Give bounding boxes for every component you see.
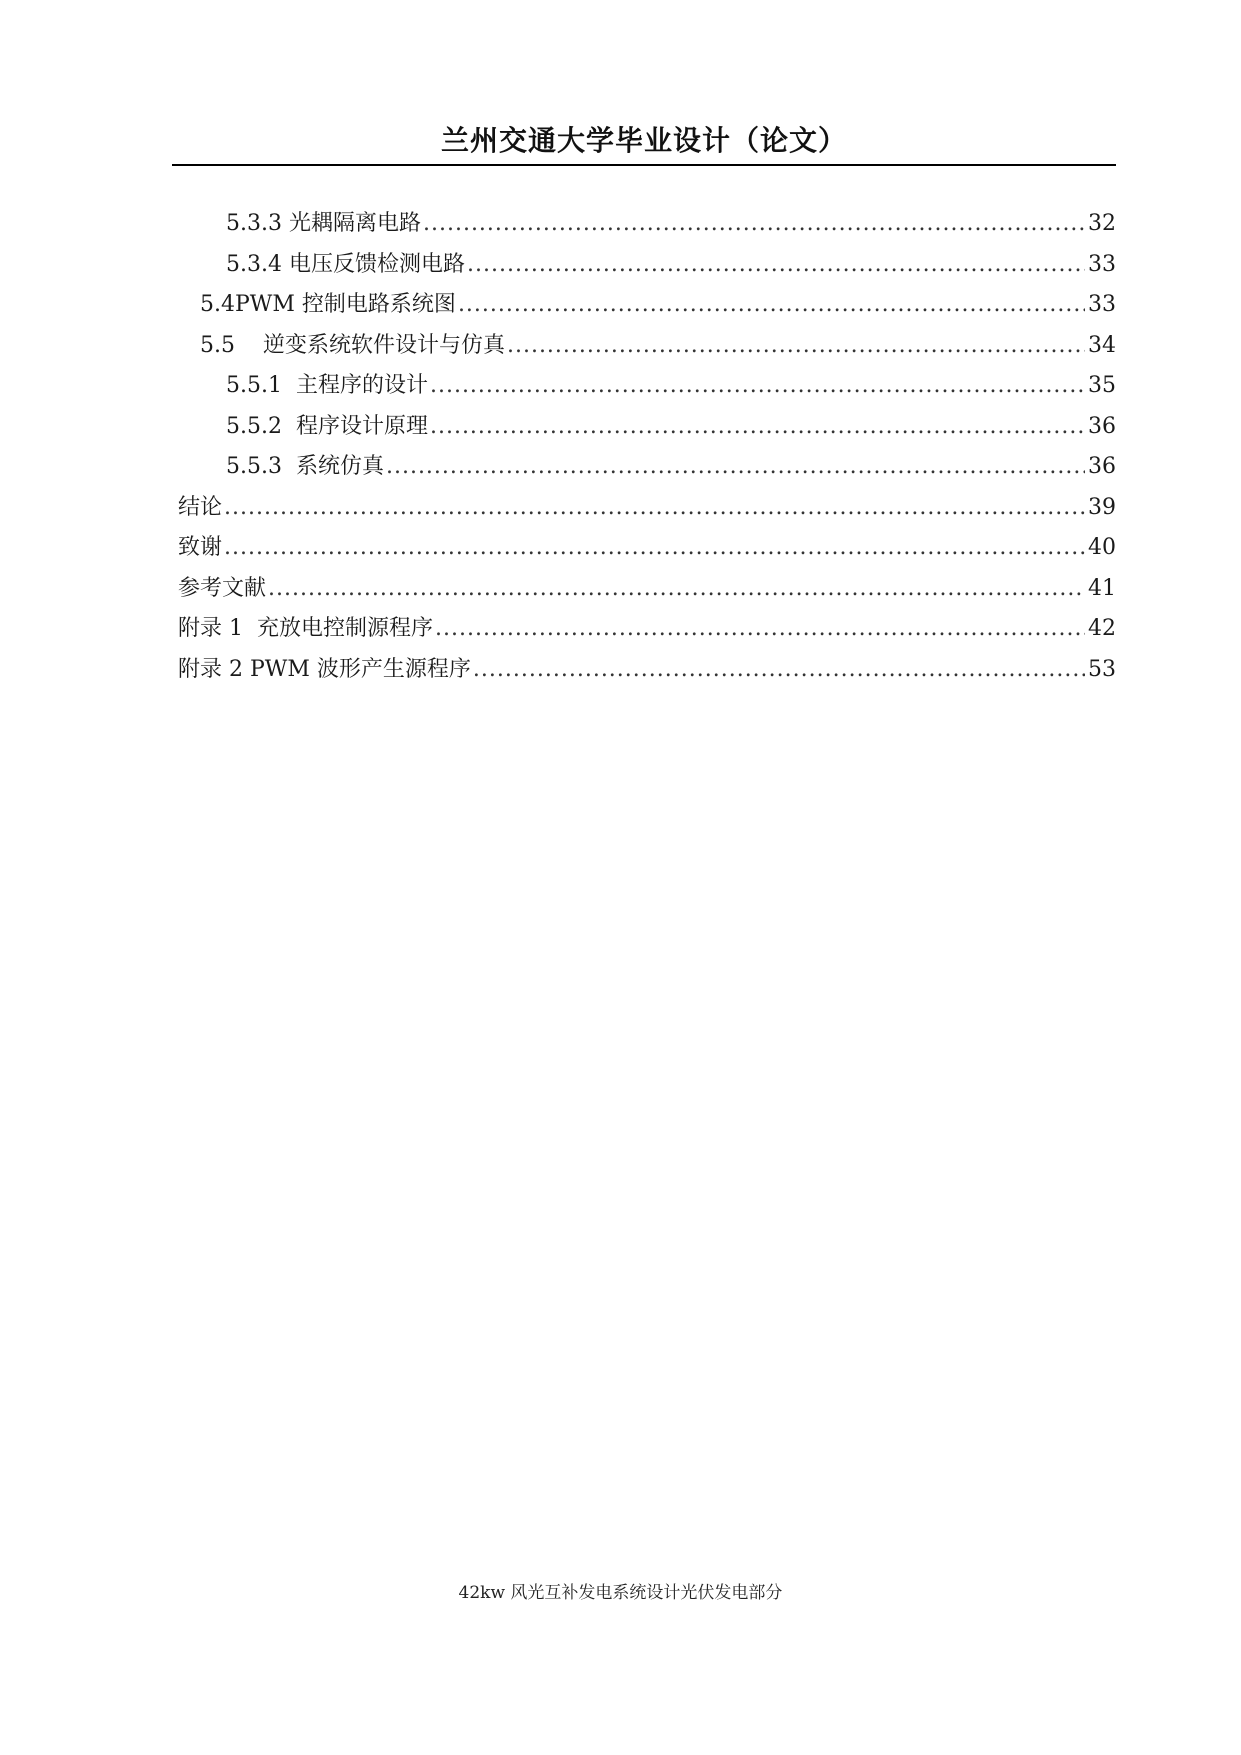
- toc-dot-leader: [430, 407, 1085, 448]
- toc-dot-leader: [224, 528, 1085, 569]
- toc-entry-label: 5.5 逆变系统软件设计与仿真: [200, 332, 505, 358]
- toc-entry[interactable]: [172, 285, 1116, 326]
- toc-dot-leader: [423, 204, 1085, 245]
- table-of-contents: [172, 204, 1116, 690]
- toc-entry[interactable]: [172, 245, 1116, 286]
- toc-entry-label: 结论: [178, 494, 223, 520]
- toc-entry-label: 附录 2 PWM 波形产生源程序: [178, 656, 471, 682]
- toc-entry-page-number: 33: [1088, 292, 1116, 317]
- toc-entry-page-number: 34: [1088, 332, 1116, 358]
- toc-entry-page-number: 42: [1088, 616, 1116, 641]
- toc-entry-label: 参考文献: [178, 575, 267, 601]
- page-header-title: 兰州交通大学毕业设计（论文）: [440, 124, 847, 157]
- toc-entry-label: 5.3.4 电压反馈检测电路: [226, 251, 465, 277]
- toc-entry[interactable]: [172, 569, 1116, 610]
- page-header: [172, 118, 1116, 166]
- toc-entry[interactable]: [172, 528, 1116, 569]
- page-footer: 42kw 风光互补发电系统设计光伏发电部分: [458, 1583, 783, 1603]
- toc-entry-label: 5.5.1 主程序的设计: [226, 373, 428, 398]
- toc-dot-leader: [467, 245, 1085, 286]
- toc-dot-leader: [386, 447, 1085, 488]
- toc-entry-page-number: 36: [1088, 454, 1116, 479]
- toc-dot-leader: [507, 326, 1085, 367]
- toc-entry-label: 附录 1 充放电控制源程序: [178, 616, 433, 641]
- toc-entry-page-number: 35: [1088, 373, 1116, 398]
- toc-entry[interactable]: [172, 326, 1116, 367]
- toc-entry-label: 5.4PWM 控制电路系统图: [200, 292, 456, 317]
- toc-dot-leader: [268, 569, 1085, 610]
- toc-entry[interactable]: [172, 488, 1116, 529]
- toc-entry[interactable]: [172, 407, 1116, 448]
- toc-entry-page-number: 33: [1088, 251, 1116, 277]
- toc-entry-page-number: 32: [1088, 211, 1116, 236]
- toc-entry[interactable]: [172, 366, 1116, 407]
- toc-entry[interactable]: [172, 650, 1116, 691]
- toc-entry-page-number: 41: [1088, 575, 1116, 601]
- toc-entry-label: 5.5.3 系统仿真: [226, 454, 384, 479]
- toc-entry[interactable]: [172, 609, 1116, 650]
- toc-entry-label: 5.3.3 光耦隔离电路: [226, 211, 421, 236]
- toc-dot-leader: [458, 285, 1085, 326]
- toc-entry-label: 5.5.2 程序设计原理: [226, 413, 428, 439]
- toc-entry[interactable]: [172, 447, 1116, 488]
- toc-entry[interactable]: [172, 204, 1116, 245]
- toc-dot-leader: [430, 366, 1085, 407]
- toc-entry-page-number: 36: [1088, 413, 1116, 439]
- toc-dot-leader: [473, 650, 1085, 691]
- toc-entry-page-number: 39: [1088, 494, 1116, 520]
- toc-entry-label: 致谢: [178, 535, 223, 560]
- toc-entry-page-number: 53: [1088, 656, 1116, 682]
- toc-dot-leader: [435, 609, 1085, 650]
- toc-dot-leader: [224, 488, 1085, 529]
- toc-entry-page-number: 40: [1088, 535, 1116, 560]
